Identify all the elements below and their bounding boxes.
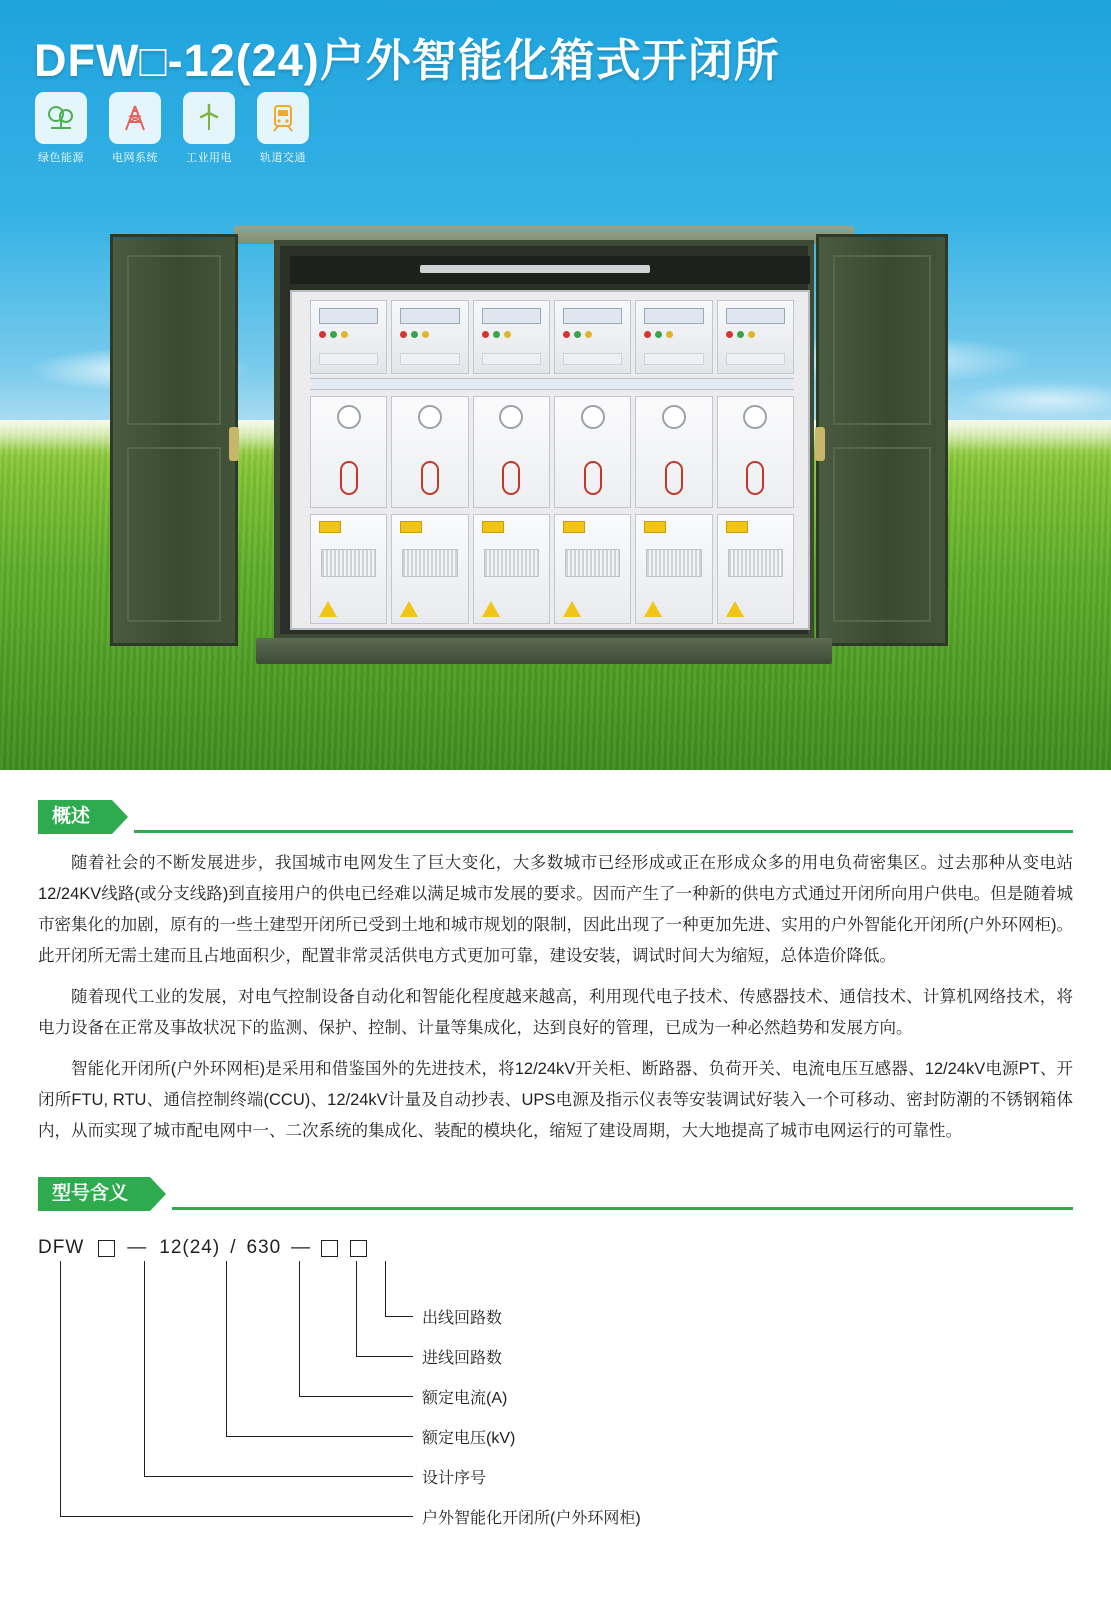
code-part-current: 630 bbox=[246, 1237, 282, 1258]
feature-icon-row bbox=[30, 92, 314, 165]
led-yellow bbox=[341, 331, 348, 338]
led-red bbox=[400, 331, 407, 338]
panel-strip bbox=[726, 353, 785, 365]
led-red bbox=[482, 331, 489, 338]
operating-dial bbox=[662, 405, 686, 429]
control-panel-unit bbox=[391, 300, 468, 374]
led-green bbox=[411, 331, 418, 338]
indicator-leds bbox=[726, 331, 755, 338]
warning-triangle-icon bbox=[726, 601, 744, 617]
cabinet-door-right bbox=[816, 234, 948, 646]
cable-compartment bbox=[391, 514, 468, 624]
cable-compartment bbox=[310, 514, 387, 624]
switch-bay bbox=[310, 396, 387, 508]
switchgear-assembly bbox=[290, 290, 810, 630]
meter-display bbox=[726, 308, 785, 324]
operating-dial bbox=[581, 405, 605, 429]
icon-item-rail-transit bbox=[252, 92, 314, 165]
cable-indicator bbox=[340, 461, 358, 495]
meter-display bbox=[482, 308, 541, 324]
model-code-diagram bbox=[38, 1237, 1073, 1537]
legend-label-6: 户外智能化开闭所(户外环网柜) bbox=[422, 1510, 641, 1527]
legend-label-2: 进线回路数 bbox=[422, 1350, 503, 1367]
warning-triangle-icon bbox=[563, 601, 581, 617]
icon-label: 工业用电 bbox=[186, 152, 232, 164]
code-part-dash-1: — bbox=[127, 1237, 148, 1258]
panel-strip bbox=[563, 353, 622, 365]
section-rule bbox=[134, 830, 1073, 833]
indicator-leds bbox=[482, 331, 511, 338]
leader-line-6 bbox=[60, 1261, 413, 1517]
led-green bbox=[493, 331, 500, 338]
ventilation-grille bbox=[565, 549, 620, 577]
led-yellow bbox=[422, 331, 429, 338]
icon-item-power-grid bbox=[104, 92, 166, 165]
led-yellow bbox=[666, 331, 673, 338]
warning-tag bbox=[319, 521, 341, 533]
code-part-box-3 bbox=[350, 1240, 367, 1257]
power-grid-icon bbox=[109, 92, 161, 144]
switch-bay bbox=[635, 396, 712, 508]
panel-strip bbox=[400, 353, 459, 365]
meter-display bbox=[400, 308, 459, 324]
door-panel bbox=[127, 255, 221, 425]
icon-label: 电网系统 bbox=[112, 152, 158, 164]
led-green bbox=[655, 331, 662, 338]
code-part-box-2 bbox=[321, 1240, 338, 1257]
warning-tag bbox=[400, 521, 422, 533]
icon-item-industrial-power bbox=[178, 92, 240, 165]
section-title: 型号含义 bbox=[38, 1177, 150, 1211]
legend-label-1: 出线回路数 bbox=[422, 1310, 503, 1327]
legend-label-3: 额定电流(A) bbox=[422, 1390, 508, 1407]
control-panel-unit bbox=[310, 300, 387, 374]
warning-triangle-icon bbox=[400, 601, 418, 617]
ventilation-grille bbox=[321, 549, 376, 577]
control-panel-unit bbox=[717, 300, 794, 374]
cable-compartment bbox=[473, 514, 550, 624]
icon-label: 绿色能源 bbox=[38, 152, 84, 164]
panel-strip bbox=[644, 353, 703, 365]
meter-display bbox=[563, 308, 622, 324]
overview-paragraph-3: 智能化开闭所(户外环网柜)是采用和借鉴国外的先进技术，将12/24kV开关柜、断路器、负荷开关、电流电压互感器、12/24kV电源PT、开闭所FTU, RTU、通信控制终端(CCU)、12/24kV计量及自动抄表、UPS电源及指示仪表等安装调试好装入一个可移动、密封防潮的不锈钢箱体内，从而实现了城市配电网中一、二次系统的集成化、装配的模块化，缩短了建设周期，大大地提高了城市电网运行的可靠性。 bbox=[38, 1060, 1073, 1140]
warning-triangle-icon bbox=[482, 601, 500, 617]
cable-compartment bbox=[635, 514, 712, 624]
switch-bay bbox=[391, 396, 468, 508]
switch-bay bbox=[717, 396, 794, 508]
warning-triangle-icon bbox=[319, 601, 337, 617]
control-panel-unit bbox=[635, 300, 712, 374]
ventilation-grille bbox=[484, 549, 539, 577]
led-green bbox=[330, 331, 337, 338]
hero-banner bbox=[0, 0, 1111, 770]
led-red bbox=[319, 331, 326, 338]
panel-strip bbox=[319, 353, 378, 365]
document-content bbox=[0, 800, 1111, 1537]
model-code-string bbox=[38, 1237, 367, 1259]
door-panel bbox=[833, 447, 931, 622]
indicator-leds bbox=[319, 331, 348, 338]
operating-dial bbox=[499, 405, 523, 429]
cable-indicator bbox=[584, 461, 602, 495]
indicator-leds bbox=[400, 331, 429, 338]
panel-strip bbox=[482, 353, 541, 365]
legend-label-5: 设计序号 bbox=[422, 1470, 487, 1487]
warning-tag bbox=[726, 521, 748, 533]
led-red bbox=[726, 331, 733, 338]
led-yellow bbox=[585, 331, 592, 338]
cabinet-top-bar bbox=[290, 256, 810, 284]
product-image bbox=[96, 218, 976, 668]
rail-transit-icon bbox=[257, 92, 309, 144]
nameplate-band bbox=[310, 378, 794, 390]
warning-tag bbox=[644, 521, 666, 533]
section-rule bbox=[172, 1207, 1073, 1210]
icon-item-green-energy bbox=[30, 92, 92, 165]
control-panel-row bbox=[310, 300, 794, 374]
door-handle bbox=[815, 427, 825, 461]
cable-indicator bbox=[746, 461, 764, 495]
cable-indicator bbox=[502, 461, 520, 495]
operating-dial bbox=[337, 405, 361, 429]
cable-compartment bbox=[717, 514, 794, 624]
cable-compartment bbox=[554, 514, 631, 624]
led-red bbox=[563, 331, 570, 338]
cable-indicator bbox=[421, 461, 439, 495]
cable-compartment-row bbox=[310, 514, 794, 624]
control-panel-unit bbox=[473, 300, 550, 374]
green-energy-icon bbox=[35, 92, 87, 144]
overview-paragraph-2: 随着现代工业的发展，对电气控制设备自动化和智能化程度越来越高，利用现代电子技术、传感器技术、通信技术、计算机网络技术，将电力设备在正常及事故状况下的监测、保护、控制、计量等集成化，达到良好的管理，已成为一种必然趋势和发展方向。 bbox=[38, 988, 1073, 1037]
code-part-slash: / bbox=[230, 1237, 237, 1258]
meter-display bbox=[644, 308, 703, 324]
code-part-box-1 bbox=[98, 1240, 115, 1257]
switch-bay-row bbox=[310, 396, 794, 508]
led-yellow bbox=[748, 331, 755, 338]
cable-indicator bbox=[665, 461, 683, 495]
code-part-dfw: DFW bbox=[38, 1237, 85, 1258]
switch-bay bbox=[554, 396, 631, 508]
warning-tag bbox=[563, 521, 585, 533]
door-handle bbox=[229, 427, 239, 461]
section-title: 概述 bbox=[38, 800, 112, 834]
ventilation-grille bbox=[728, 549, 783, 577]
operating-dial bbox=[743, 405, 767, 429]
cabinet-body bbox=[274, 240, 814, 640]
operating-dial bbox=[418, 405, 442, 429]
legend-label-4: 额定电压(kV) bbox=[422, 1430, 516, 1447]
industrial-power-icon bbox=[183, 92, 235, 144]
page-title: DFW□-12(24)户外智能化箱式开闭所 bbox=[34, 35, 780, 86]
door-panel bbox=[833, 255, 931, 425]
led-red bbox=[644, 331, 651, 338]
meter-display bbox=[319, 308, 378, 324]
led-green bbox=[737, 331, 744, 338]
icon-label: 轨道交通 bbox=[260, 152, 306, 164]
section-header-model bbox=[38, 1177, 1073, 1211]
warning-triangle-icon bbox=[644, 601, 662, 617]
overview-paragraph-1: 随着社会的不断发展进步，我国城市电网发生了巨大变化，大多数城市已经形成或正在形成众多的用电负荷密集区。过去那种从变电站12/24KV线路(或分支线路)到直接用户的供电已经难以满足城市发展的要求。因而产生了一种新的供电方式通过开闭所向用户供电。但是随着城市密集化的加剧，原有的一些土建型开闭所已受到土地和城市规划的限制，因此出现了一种更加先进、实用的户外智能化开闭所(户外环网柜)。此开闭所无需土建而且占地面积少，配置非常灵活供电方式更加可靠，建设安装，调试时间大为缩短，总体造价降低。 bbox=[38, 854, 1073, 965]
code-part-voltage: 12(24) bbox=[159, 1237, 221, 1258]
section-header-overview bbox=[38, 800, 1073, 834]
led-green bbox=[574, 331, 581, 338]
control-panel-unit bbox=[554, 300, 631, 374]
code-part-dash-2: — bbox=[291, 1237, 312, 1258]
indicator-leds bbox=[563, 331, 592, 338]
cabinet-door-left bbox=[110, 234, 238, 646]
switch-bay bbox=[473, 396, 550, 508]
door-panel bbox=[127, 447, 221, 622]
ventilation-grille bbox=[402, 549, 457, 577]
cabinet-base bbox=[256, 638, 832, 664]
indicator-leds bbox=[644, 331, 673, 338]
warning-tag bbox=[482, 521, 504, 533]
led-yellow bbox=[504, 331, 511, 338]
ventilation-grille bbox=[646, 549, 701, 577]
